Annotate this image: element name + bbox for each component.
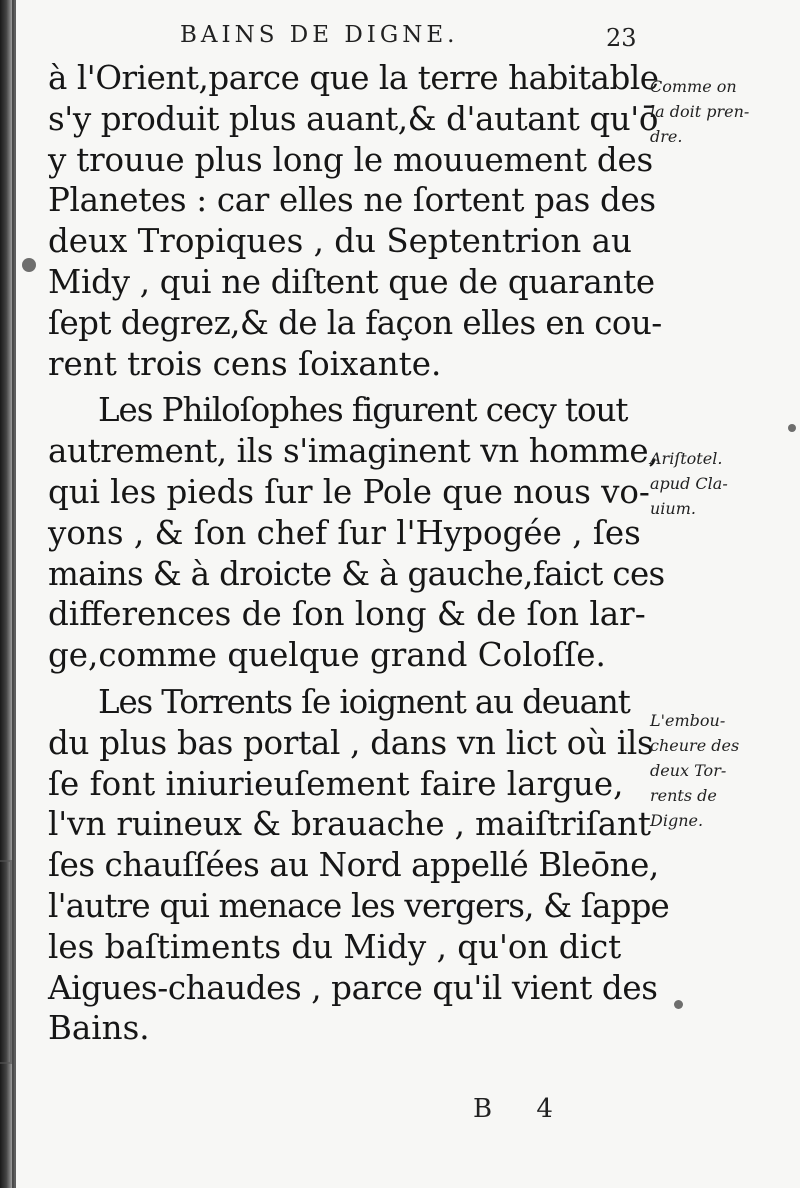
text-line: ſes chauſſées au Nord appellé Bleōne, (48, 846, 659, 885)
text-line: mains & à droicte & à gauche,faict ces (48, 554, 665, 593)
text-line: Les Philoſophes figurent cecy tout (98, 391, 628, 430)
running-head: BAINS DE DIGNE. (180, 22, 459, 48)
margin-note-line: apud Cla- (650, 474, 728, 493)
text-line: Bains. (48, 1009, 150, 1048)
text-line: ſe font iniurieuſement faire largue, (48, 764, 624, 803)
margin-note (650, 74, 780, 149)
margin-note-line: Digne. (650, 811, 704, 830)
gutter-line (12, 0, 16, 1188)
page-number: 23 (606, 24, 637, 52)
ink-blot (788, 424, 796, 432)
text-line: s'y produit plus auant,& d'autant qu'ō (48, 99, 658, 138)
text-line: yons , & ſon chef ſur l'Hypogée , ſes (48, 513, 641, 552)
text-line: Aigues-chaudes , parce qu'il vient des (48, 968, 658, 1007)
margin-note-line: uium. (650, 499, 696, 518)
text-line: rent trois cens ſoixante. (48, 344, 442, 383)
text-line: y trouue plus long le mouuement des (48, 140, 653, 179)
margin-note (650, 446, 780, 521)
text-line: Planetes : car elles ne ſortent pas des (48, 181, 656, 220)
text-line: les baſtiments du Midy , qu'on dict (48, 927, 622, 966)
text-line: differences de ſon long & de ſon lar- (48, 595, 646, 634)
ink-blot (674, 1000, 683, 1009)
margin-note-line: deux Tor- (650, 761, 727, 780)
text-line: du plus bas portal , dans vn lict où ils (48, 723, 654, 762)
margin-note-line: L'embou- (650, 711, 726, 730)
text-line: Les Torrents ſe ioignent au deuant (98, 682, 630, 721)
text-line: ge,comme quelque grand Coloſſe. (48, 636, 606, 675)
margin-note-line: Ariſtotel. (650, 449, 723, 468)
signature-mark: B 4 (473, 1094, 571, 1124)
margin-note-line: cheure des (650, 736, 740, 755)
text-line: l'autre qui menace les vergers, & ſappe (48, 886, 669, 925)
ink-blot (22, 258, 36, 272)
margin-note (650, 708, 780, 833)
margin-note-line: Comme on (650, 77, 737, 96)
margin-note-line: rents de (650, 786, 717, 805)
text-line: Midy , qui ne diſtent que de quarante (48, 262, 655, 301)
text-line: à l'Orient,parce que la terre habitable (48, 59, 659, 97)
text-line: deux Tropiques , du Septentrion au (48, 222, 632, 261)
margin-note-line: la doit pren- (650, 102, 750, 121)
text-line: qui les pieds ſur le Pole que nous vo- (48, 472, 650, 511)
margin-note-line: dre. (650, 127, 683, 146)
text-line: ſept degrez,& de la façon elles en cou- (48, 303, 662, 342)
bleed-through-mark (0, 860, 12, 1064)
text-line: l'vn ruineux & brauache , maiſtriſant (48, 805, 651, 844)
text-line: autrement, ils s'imaginent vn homme, (48, 432, 659, 471)
